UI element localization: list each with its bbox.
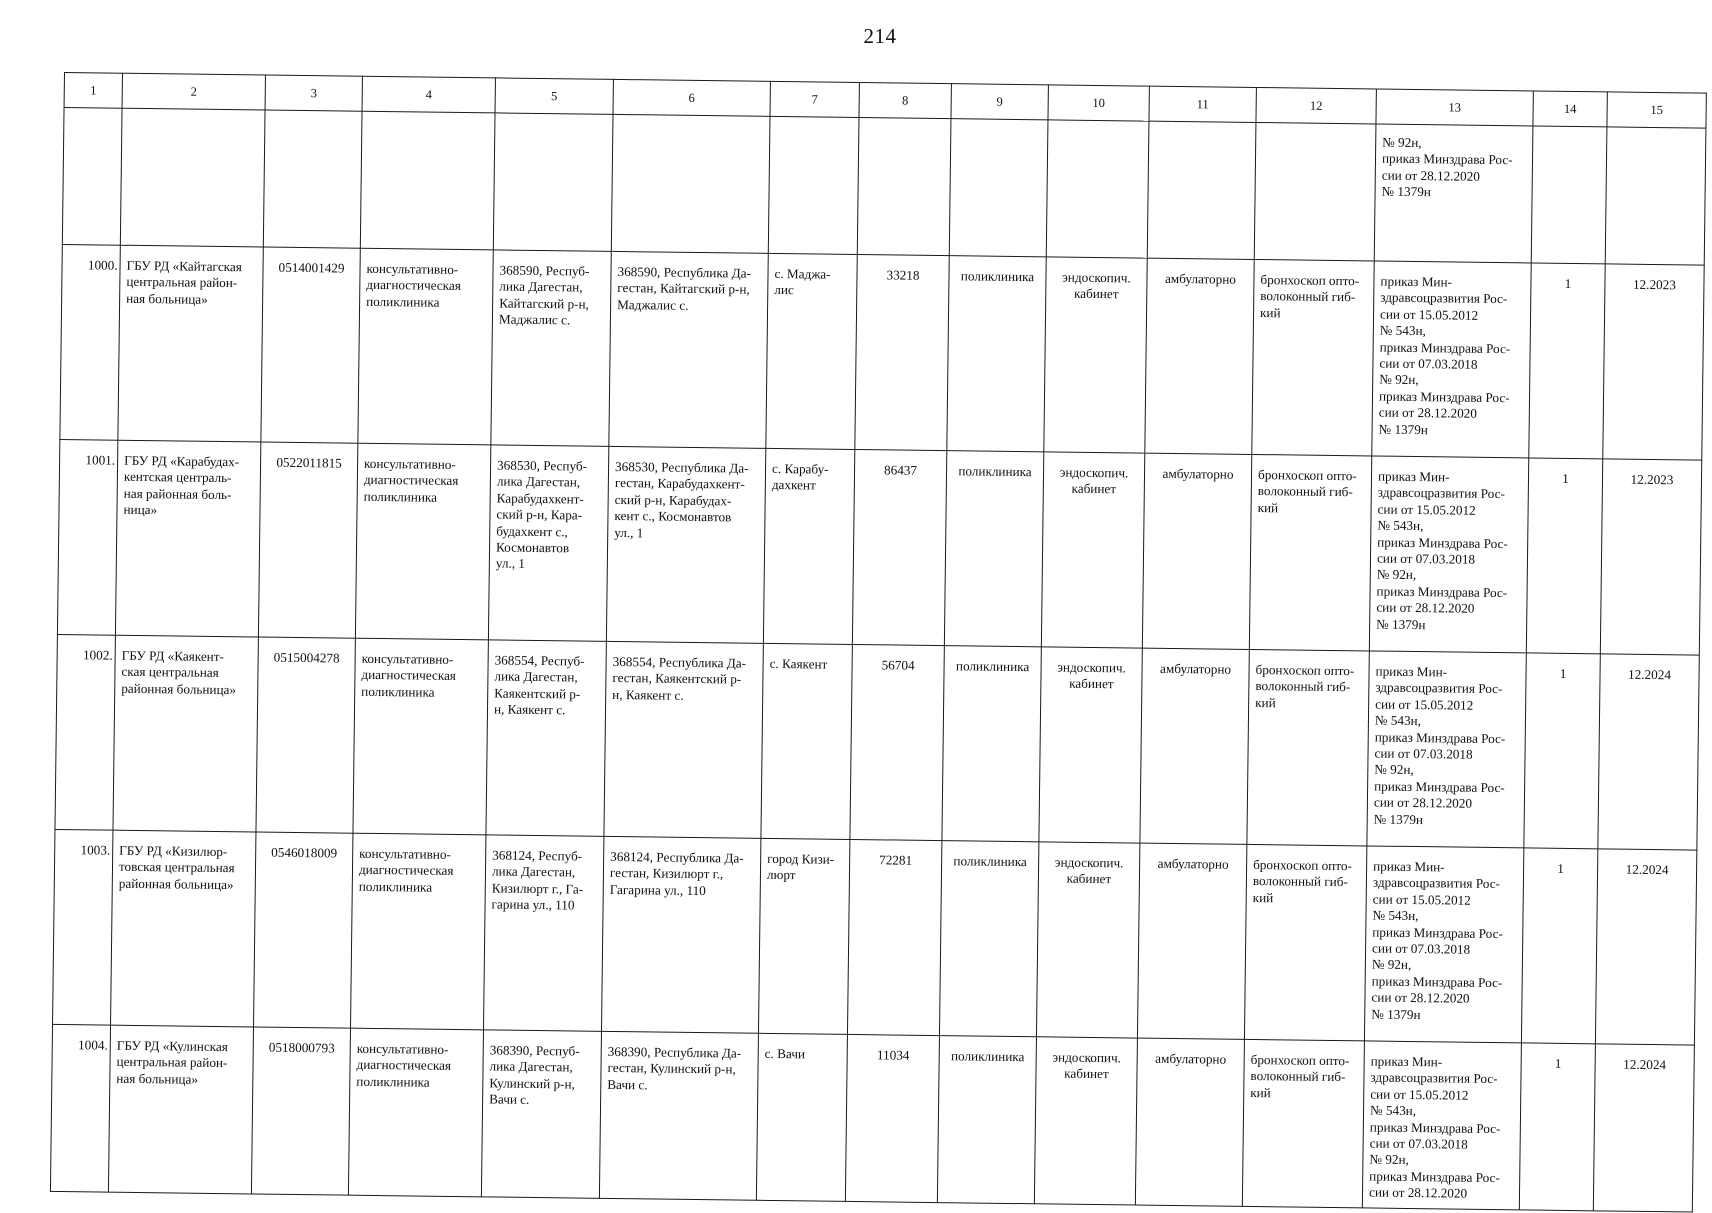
equipment-cell — [1247, 649, 1369, 845]
organization-cell — [113, 635, 258, 832]
equipment-name: бронхоскоп опто- волоконный гиб- кий — [1259, 272, 1360, 321]
inn-value: 0546018009 — [271, 844, 338, 861]
regulation-text: приказ Мин- здравсоцразвития Рос- сии от 15.05.2012 № 543н, приказ Минздрава Рос- сии от 07.03.2018 № 92н, приказ Минздрава Рос- сии от 28.12.2020 № 1379н — [1376, 468, 1508, 632]
settlement-name: с. Каякент — [769, 655, 828, 672]
regulation-cell — [1369, 456, 1528, 653]
column-header: 13 — [1376, 89, 1533, 126]
actual-address: 368554, Республика Да- гестан, Каякентский р- н, Каякент с. — [612, 653, 747, 703]
empty-cell — [1531, 126, 1607, 264]
legal-address-cell — [486, 640, 606, 836]
actual-address: 368390, Республика Да- гестан, Кулинский р-н, Вачи с. — [607, 1043, 742, 1093]
quantity-cell — [1524, 653, 1600, 849]
legal-address: 368554, Респуб- лика Дагестан, Каякентский р- н, Каякент с. — [493, 652, 585, 718]
legal-address-cell — [483, 835, 603, 1031]
facility-cell — [358, 248, 493, 445]
row-number: 1001. — [85, 452, 116, 468]
facility-cell — [353, 638, 488, 835]
inn-cell — [256, 637, 355, 833]
facility-name: консультативно- диагностическая поликлиника — [366, 260, 461, 310]
population-cell — [847, 839, 941, 1035]
date-cell — [1603, 264, 1704, 460]
column-header: 6 — [613, 79, 770, 116]
quantity-cell — [1519, 1043, 1595, 1211]
equipment-name: бронхоскоп опто- волоконный гиб- кий — [1252, 857, 1352, 906]
regulation-text: приказ Мин- здравсоцразвития Рос- сии от 15.05.2012 № 543н, приказ Минздрава Рос- сии от 07.03.2018 № 92н, приказ Минздрава Рос- сии от 28.12.2020 — [1368, 1053, 1501, 1201]
facility-cell — [348, 1028, 483, 1197]
legal-address-cell — [491, 250, 611, 446]
legal-address: 368590, Респуб- лика Дагестан, Кайтагский р-н, Маджалис с. — [498, 262, 590, 328]
regulation-text: № 92н, приказ Минздрава Рос- сии от 28.12.2020 № 1379н — [1381, 134, 1513, 200]
settlement-name: город Кизи- люрт — [766, 850, 835, 883]
facility-name: консультативно- диагностическая поликлиника — [361, 650, 457, 700]
equipment-cell — [1249, 454, 1371, 650]
population-value: 86437 — [883, 462, 918, 478]
inn-cell — [261, 247, 360, 443]
conditions-cell — [1135, 1038, 1244, 1206]
facility-name: консультативно- диагностическая поликлиника — [356, 1040, 452, 1090]
inn-value: 0514001429 — [278, 259, 345, 276]
table-row — [57, 439, 1701, 655]
row-number-cell — [53, 829, 113, 1025]
organization-cell — [108, 1025, 253, 1194]
conditions-cell — [1137, 843, 1246, 1039]
facility-cell — [351, 833, 486, 1030]
column-header: 10 — [1048, 85, 1149, 121]
row-number-cell — [60, 244, 120, 440]
quantity-cell — [1521, 848, 1597, 1044]
column-header: 12 — [1256, 87, 1376, 124]
actual-address-cell — [606, 446, 765, 643]
column-header: 5 — [495, 78, 613, 114]
empty-cell — [1147, 121, 1256, 259]
continuation-row — [62, 108, 1706, 266]
conditions-cell — [1145, 258, 1254, 454]
organization-cell — [111, 830, 256, 1027]
settlement-name: с. Маджа- лис — [774, 265, 831, 298]
column-header: 7 — [770, 81, 859, 117]
regulation-text: приказ Мин- здравсоцразвития Рос- сии от 15.05.2012 № 543н, приказ Минздрава Рос- сии от 07.03.2018 № 92н, приказ Минздрава Рос- сии от 28.12.2020 № 1379н — [1378, 273, 1511, 437]
regulation-cell — [1367, 651, 1526, 848]
row-number: 1000. — [87, 257, 118, 273]
facility-type-cell — [947, 256, 1046, 452]
legal-address: 368124, Респуб- лика Дагестан, Кизилюрт г., Га- гарина ул., 110 — [491, 847, 584, 913]
inn-cell — [254, 832, 353, 1028]
organization-name: ГБУ РД «Каякент- ская центральная районная больница» — [121, 647, 237, 698]
row-number-cell — [50, 1024, 110, 1192]
unit-cell — [1036, 842, 1139, 1038]
population-cell — [852, 449, 946, 645]
equipment-cell — [1242, 1039, 1364, 1207]
settlement-cell — [763, 448, 854, 644]
facility-type-cell — [944, 451, 1043, 647]
actual-address-cell — [601, 836, 760, 1033]
settlement-cell — [756, 1033, 847, 1201]
column-header: 2 — [122, 73, 265, 110]
actual-address-cell — [599, 1031, 758, 1200]
conditions-cell — [1140, 648, 1249, 844]
settlement-cell — [758, 838, 849, 1034]
equipment-name: бронхоскоп опто- волоконный гиб- кий — [1257, 467, 1357, 516]
facility-type: поликлиника — [960, 268, 1035, 285]
facility-type: поликлиника — [953, 853, 1027, 870]
empty-cell — [857, 117, 951, 255]
unit-name: эндоскопич. кабинет — [1062, 269, 1131, 302]
population-cell — [850, 644, 944, 840]
regulation-cell — [1364, 846, 1523, 1043]
organization-name: ГБУ РД «Карабудах- кентская централь- ная районная боль- ница» — [123, 452, 240, 518]
legal-address: 368390, Респуб- лика Дагестан, Кулинский р-н, Вачи с. — [489, 1042, 580, 1108]
empty-cell — [768, 116, 859, 254]
quantity-cell — [1529, 263, 1605, 459]
table-row — [53, 829, 1697, 1045]
quantity-value: 1 — [1557, 860, 1565, 876]
facility-name: консультативно- диагностическая поликлиника — [358, 845, 454, 895]
row-number-cell — [55, 634, 115, 830]
date-cell — [1595, 849, 1696, 1045]
column-header: 11 — [1149, 86, 1256, 122]
empty-cell — [263, 110, 362, 248]
date-value: 12.2023 — [1630, 471, 1674, 488]
column-header: 3 — [265, 75, 362, 111]
quantity-value: 1 — [1559, 665, 1567, 681]
actual-address-cell — [604, 641, 763, 838]
population-value: 11034 — [876, 1047, 910, 1063]
regulation-text: приказ Мин- здравсоцразвития Рос- сии от 15.05.2012 № 543н, приказ Минздрава Рос- сии от 07.03.2018 № 92н, приказ Минздрава Рос- сии от 28.12.2020 № 1379н — [1371, 858, 1504, 1022]
unit-cell — [1044, 257, 1147, 453]
equipment-name: бронхоскоп опто- волоконный гиб- кий — [1255, 662, 1355, 711]
empty-cell — [1046, 120, 1149, 258]
conditions-value: амбулаторно — [1155, 1050, 1227, 1067]
date-value: 12.2024 — [1625, 861, 1669, 878]
date-value: 12.2024 — [1628, 666, 1672, 683]
row-number: 1002. — [82, 647, 113, 663]
population-cell — [855, 254, 949, 450]
empty-cell — [1254, 122, 1376, 260]
column-header: 1 — [64, 73, 122, 109]
inn-cell — [258, 442, 357, 638]
row-number: 1003. — [80, 842, 111, 858]
column-header: 8 — [859, 82, 951, 118]
table-row — [50, 1024, 1694, 1212]
empty-cell — [611, 114, 770, 253]
settlement-name: с. Карабу- дахкент — [771, 460, 829, 493]
column-header: 9 — [951, 84, 1048, 120]
conditions-value: амбулаторно — [1164, 270, 1237, 287]
organization-name: ГБУ РД «Кайтагская центральная район- ная больница» — [126, 257, 242, 307]
actual-address-cell — [609, 251, 768, 448]
unit-cell — [1034, 1037, 1137, 1205]
table-row — [55, 634, 1699, 850]
row-number-cell — [57, 439, 117, 635]
date-value: 12.2024 — [1623, 1056, 1667, 1073]
inn-cell — [251, 1027, 350, 1195]
page-number: 214 — [863, 24, 897, 48]
date-value: 12.2023 — [1632, 276, 1676, 293]
settlement-name: с. Вачи — [764, 1045, 806, 1062]
conditions-value: амбулаторно — [1157, 855, 1229, 872]
column-header: 14 — [1533, 91, 1607, 127]
date-cell — [1600, 459, 1701, 655]
organization-cell — [115, 440, 260, 637]
unit-name: эндоскопич. кабинет — [1054, 854, 1124, 887]
settlement-cell — [761, 643, 852, 839]
regulation-cell — [1372, 261, 1531, 458]
organization-cell — [118, 245, 263, 442]
facility-cell — [355, 443, 490, 640]
facility-type: поликлиника — [950, 1048, 1025, 1065]
facility-type-cell — [939, 841, 1038, 1037]
regulation-text: приказ Мин- здравсоцразвития Рос- сии от 15.05.2012 № 543н, приказ Минздрава Рос- сии от 07.03.2018 № 92н, приказ Минздрава Рос- сии от 28.12.2020 № 1379н — [1373, 663, 1506, 827]
population-value: 33218 — [886, 267, 920, 283]
empty-cell — [1605, 127, 1706, 265]
column-header: 4 — [362, 76, 495, 113]
inn-value: 0522011815 — [276, 454, 342, 471]
table-row — [60, 244, 1704, 460]
organization-name: ГБУ РД «Кизилюр- товская центральная районная больница» — [118, 842, 235, 893]
settlement-cell — [766, 253, 857, 449]
facility-type-cell — [937, 1036, 1036, 1204]
facility-type-cell — [942, 646, 1041, 842]
unit-name: эндоскопич. кабинет — [1052, 1049, 1122, 1082]
equipment-cell — [1252, 259, 1374, 455]
facility-type: поликлиника — [955, 658, 1030, 675]
conditions-value: амбулаторно — [1160, 660, 1232, 677]
facility-name: консультативно- диагностическая поликлиника — [363, 455, 459, 505]
actual-address: 368530, Республика Да- гестан, Карабудахкент- ский р-н, Карабудах- кент с., Космонавтов ул., 1 — [614, 458, 749, 540]
population-value: 72281 — [879, 852, 913, 868]
population-value: 56704 — [881, 657, 915, 673]
unit-cell — [1039, 647, 1142, 843]
row-number: 1004. — [78, 1037, 108, 1053]
column-header: 15 — [1607, 92, 1706, 128]
unit-name: эндоскопич. кабинет — [1059, 464, 1129, 497]
empty-cell — [360, 111, 495, 250]
actual-address: 368590, Республика Да- гестан, Кайтагский р-н, Маджалис с. — [617, 263, 752, 313]
empty-cell — [493, 113, 613, 251]
equipment-name: бронхоскоп опто- волоконный гиб- кий — [1250, 1051, 1350, 1101]
equipment-cell — [1244, 844, 1366, 1040]
facility-type: поликлиника — [958, 463, 1032, 480]
equipment-table — [50, 72, 1707, 1213]
quantity-value: 1 — [1564, 275, 1572, 291]
organization-name: ГБУ РД «Кулинская центральная район- ная больница» — [116, 1037, 228, 1087]
legal-address-cell — [481, 1030, 601, 1198]
quantity-value: 1 — [1554, 1055, 1562, 1071]
conditions-cell — [1142, 453, 1251, 649]
inn-value: 0515004278 — [273, 649, 340, 666]
empty-cell — [62, 108, 122, 246]
unit-name: эндоскопич. кабинет — [1057, 659, 1126, 692]
quantity-cell — [1526, 458, 1602, 654]
date-cell — [1598, 654, 1699, 850]
unit-cell — [1041, 452, 1144, 648]
empty-cell — [949, 119, 1048, 257]
regulation-cell — [1362, 1041, 1521, 1210]
actual-address: 368124, Республика Да- гестан, Кизилюрт г., Гагарина ул., 110 — [609, 848, 744, 898]
quantity-value: 1 — [1562, 470, 1569, 486]
conditions-value: амбулаторно — [1162, 465, 1234, 482]
population-cell — [845, 1034, 939, 1202]
inn-value: 0518000793 — [268, 1039, 335, 1056]
empty-cell — [120, 108, 265, 247]
legal-address-cell — [488, 445, 608, 641]
legal-address: 368530, Респуб- лика Дагестан, Карабудахкент- ский р-н, Кара- будахкент с., Космонавтов ул., 1 — [495, 457, 588, 572]
date-cell — [1593, 1044, 1694, 1212]
regulation-cell — [1374, 124, 1533, 263]
